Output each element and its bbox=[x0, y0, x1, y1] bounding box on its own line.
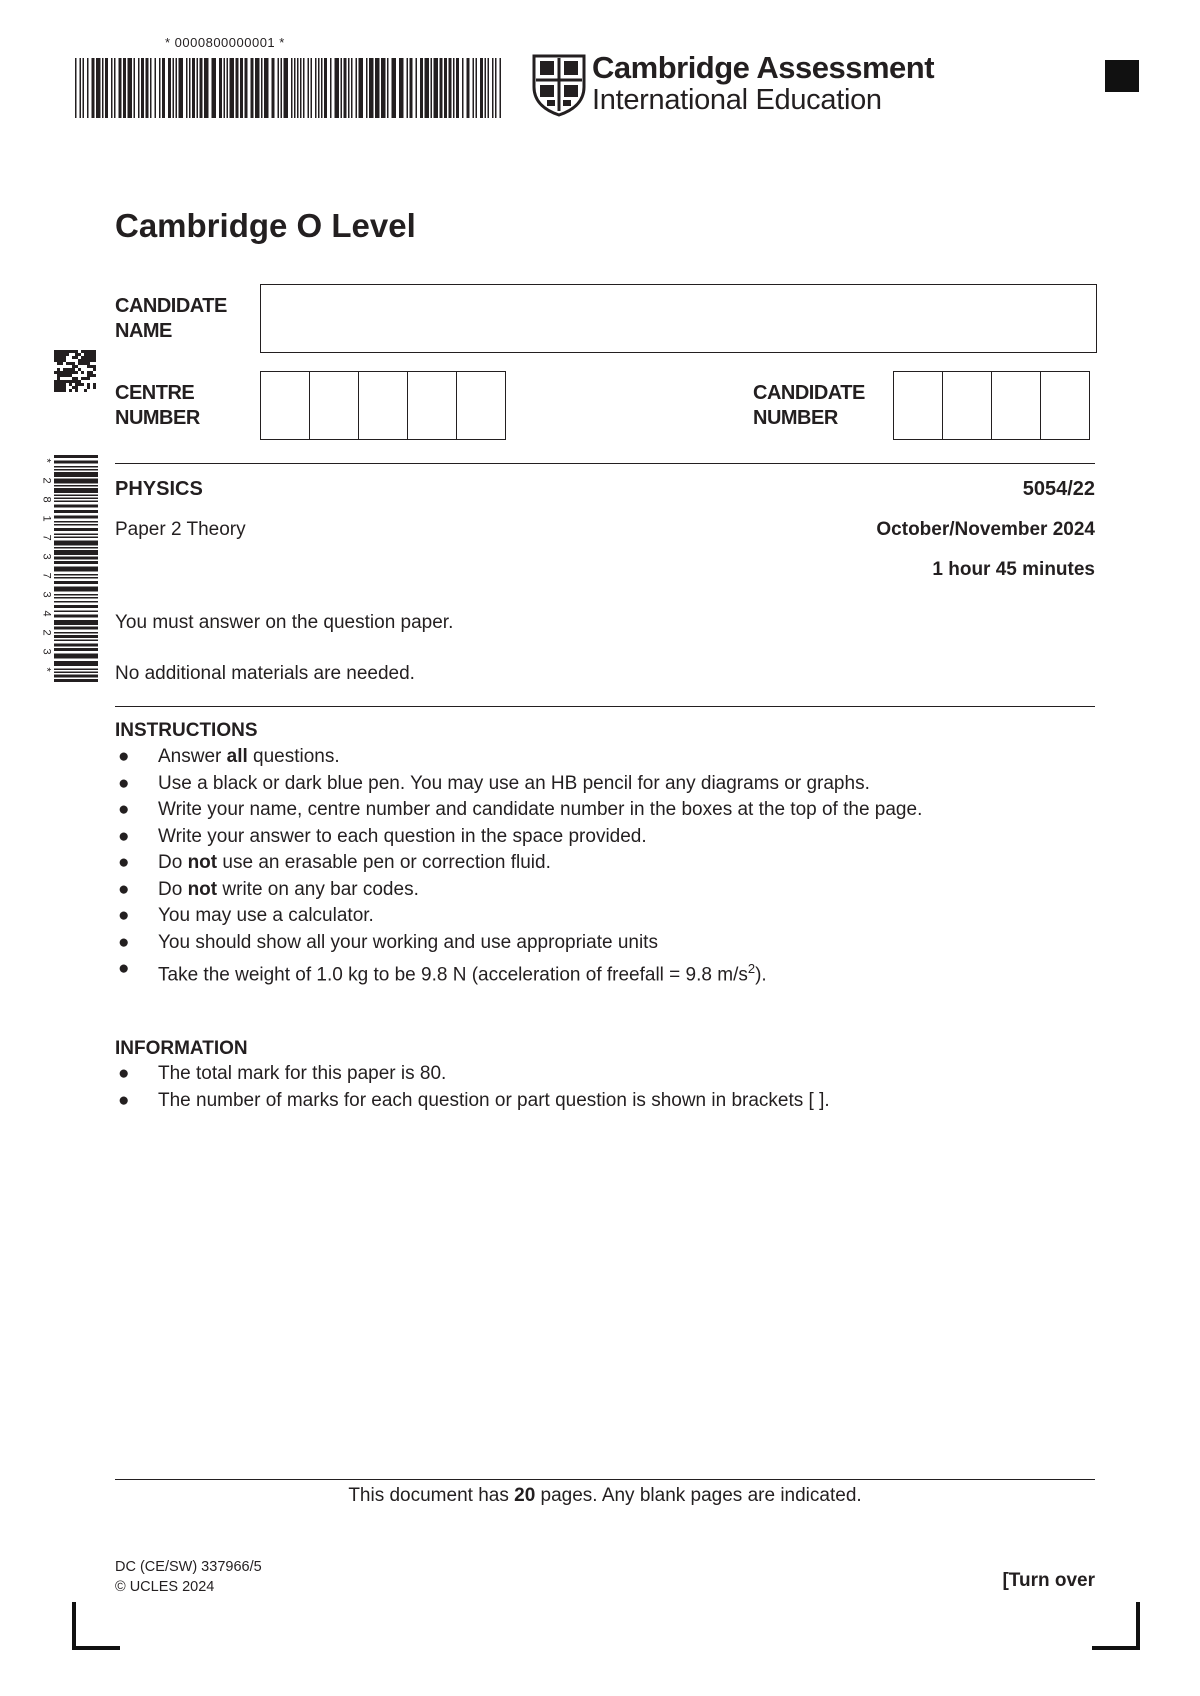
centre-number-cell[interactable] bbox=[261, 372, 310, 439]
information-item: ● The number of marks for each question or part question is shown in brackets [ ]. bbox=[118, 1089, 830, 1111]
instruction-item: ● Write your answer to each question in the space provided. bbox=[118, 825, 647, 847]
candidate-number-field[interactable] bbox=[893, 371, 1090, 440]
logo-line2: International Education bbox=[592, 84, 882, 116]
instructions-list bbox=[115, 744, 1095, 986]
page-title: Cambridge O Level bbox=[115, 207, 416, 244]
cambridge-shield-icon bbox=[531, 53, 587, 117]
exam-session: October/November 2024 bbox=[876, 519, 1095, 540]
answer-note: You must answer on the question paper. bbox=[115, 612, 454, 633]
candidate-number-cell[interactable] bbox=[992, 372, 1041, 439]
side-barcode-digits: * 2 8 1 7 3 7 3 4 2 3 * bbox=[40, 458, 53, 672]
instruction-item: ● Do not use an erasable pen or correction fluid. bbox=[118, 852, 551, 873]
candidate-number-label: CANDIDATE NUMBER bbox=[753, 382, 865, 429]
subject-title: PHYSICS bbox=[115, 478, 203, 500]
centre-number-cell[interactable] bbox=[457, 372, 505, 439]
registration-mark bbox=[1105, 60, 1139, 92]
divider bbox=[115, 1479, 1095, 1480]
information-list bbox=[115, 1061, 1095, 1114]
divider bbox=[115, 706, 1095, 707]
side-barcode bbox=[54, 455, 98, 685]
centre-number-label: CENTRE NUMBER bbox=[115, 382, 200, 429]
instruction-item: ● Do not write on any bar codes. bbox=[118, 878, 419, 900]
page-count-note: This document has 20 pages. Any blank pages are indicated. bbox=[348, 1485, 862, 1506]
information-heading: INFORMATION bbox=[115, 1038, 248, 1059]
instruction-item: ● Write your name, centre number and candidate number in the boxes at the top of the page. bbox=[118, 799, 923, 820]
materials-note: No additional materials are needed. bbox=[115, 663, 415, 684]
centre-number-cell[interactable] bbox=[359, 372, 408, 439]
qr-code-icon bbox=[54, 350, 96, 392]
turn-over-label: [Turn over bbox=[1002, 1570, 1095, 1591]
document-code: DC (CE/SW) 337966/5 © UCLES 2024 bbox=[115, 1559, 262, 1595]
candidate-number-cell[interactable] bbox=[894, 372, 943, 439]
paper-name: Paper 2 Theory bbox=[115, 519, 246, 540]
corner-mark-bottom-left bbox=[72, 1602, 120, 1650]
centre-number-field[interactable] bbox=[260, 371, 506, 440]
instruction-item: ● Use a black or dark blue pen. You may use an HB pencil for any diagrams or graphs. bbox=[118, 772, 870, 794]
barcode-number: * 0000800000001 * bbox=[165, 35, 285, 50]
information-item: ● The total mark for this paper is 80. bbox=[118, 1063, 447, 1084]
candidate-number-cell[interactable] bbox=[1041, 372, 1089, 439]
exam-duration: 1 hour 45 minutes bbox=[932, 559, 1095, 580]
candidate-name-field[interactable] bbox=[260, 284, 1097, 353]
centre-number-cell[interactable] bbox=[310, 372, 359, 439]
centre-number-cell[interactable] bbox=[408, 372, 457, 439]
instructions-heading: INSTRUCTIONS bbox=[115, 720, 258, 741]
instruction-item: ● You may use a calculator. bbox=[118, 905, 374, 926]
corner-mark-bottom-right bbox=[1092, 1602, 1140, 1650]
candidate-name-label: CANDIDATE NAME bbox=[115, 295, 227, 342]
logo-line1: Cambridge Assessment bbox=[592, 50, 935, 85]
divider bbox=[115, 463, 1095, 464]
instruction-item: ● Take the weight of 1.0 kg to be 9.8 N (acceleration of freefall = 9.8 $m/s^2$). bbox=[118, 958, 767, 986]
instruction-item: ● You should show all your working and use appropriate units bbox=[118, 931, 658, 953]
instruction-item: ● Answer all questions. bbox=[118, 746, 340, 767]
candidate-number-cell[interactable] bbox=[943, 372, 992, 439]
paper-code: 5054/22 bbox=[1022, 478, 1095, 500]
barcode-image bbox=[75, 58, 505, 118]
